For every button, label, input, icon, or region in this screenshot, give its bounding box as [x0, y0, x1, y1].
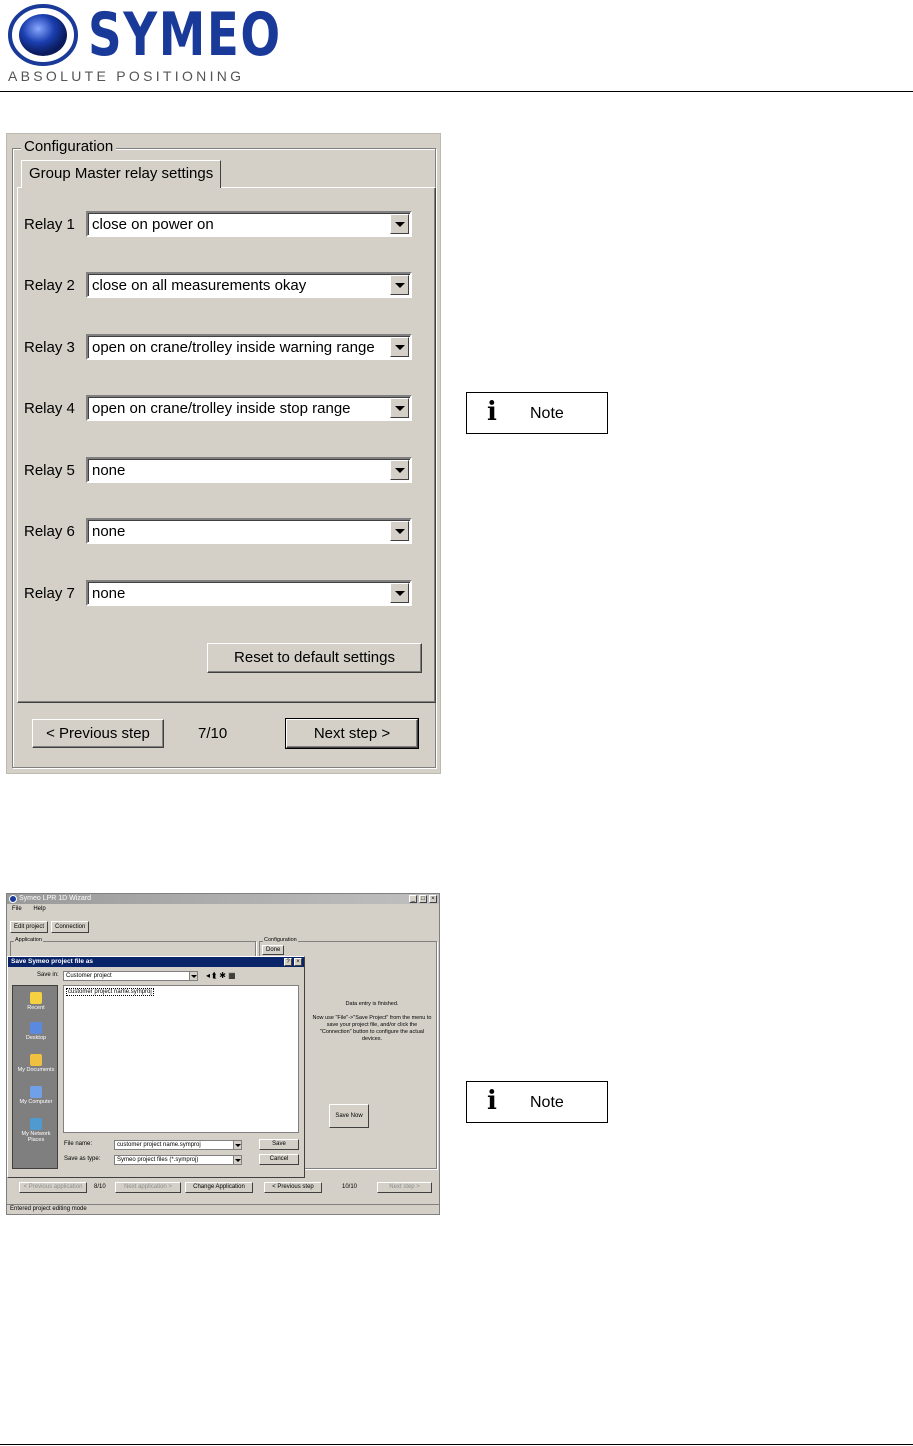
previous-step-button[interactable]: < Previous step — [32, 719, 164, 748]
recent-icon — [30, 992, 42, 1004]
place-computer-label: My Computer — [19, 1099, 53, 1105]
place-my-documents[interactable] — [13, 1054, 59, 1073]
window-title: Symeo LPR 1D Wizard — [19, 895, 91, 902]
file-item[interactable]: customer project name.symproj — [68, 989, 152, 995]
chevron-down-icon[interactable] — [390, 275, 409, 295]
help-icon[interactable]: ? — [284, 958, 292, 966]
relay-4-label: Relay 4 — [24, 400, 75, 417]
next-application-button[interactable]: Next application > — [115, 1182, 181, 1193]
logo-wordmark: SYMEO — [88, 0, 282, 70]
desktop-icon — [30, 1022, 42, 1034]
step-indicator: 7/10 — [198, 725, 228, 742]
cancel-button[interactable]: Cancel — [259, 1154, 299, 1165]
note-box — [466, 1081, 608, 1123]
nav-toolbar-icons[interactable]: ◂ ⮬ ✱ ▦ — [206, 971, 236, 980]
relay-5-value: none — [92, 462, 126, 479]
app-icon — [9, 895, 17, 903]
place-network[interactable] — [13, 1118, 59, 1143]
change-application-button[interactable]: Change Application — [185, 1182, 253, 1193]
relay-1-select[interactable] — [86, 211, 412, 237]
window-titlebar — [7, 894, 439, 904]
documents-icon — [30, 1054, 42, 1066]
info-instructions-text: Now use "File"->"Save Project" from the menu to save your project file, and/or click the "Connection" button to configure the actual devices. — [312, 1015, 432, 1042]
header-divider — [0, 91, 913, 92]
relay-6-select[interactable] — [86, 518, 412, 544]
relay-7-select[interactable] — [86, 580, 412, 606]
chevron-down-icon[interactable] — [390, 398, 409, 418]
save-dialog-title: Save Symeo project file as — [8, 957, 304, 967]
connection-button[interactable]: Connection — [51, 921, 89, 933]
info-icon: i — [487, 1086, 497, 1116]
configuration-group-title: Configuration — [21, 138, 116, 155]
menu-help[interactable]: Help — [33, 906, 46, 912]
close-icon[interactable]: × — [294, 958, 302, 966]
minimize-icon[interactable]: _ — [409, 895, 417, 903]
status-text: Entered project editing mode — [10, 1206, 87, 1212]
step-indicator: 10/10 — [342, 1184, 358, 1190]
relay-settings-panel — [17, 187, 436, 703]
footer-divider — [0, 1444, 913, 1445]
relay-5-label: Relay 5 — [24, 462, 75, 479]
place-my-computer[interactable] — [13, 1086, 59, 1105]
relay-7-value: none — [92, 585, 126, 602]
chevron-down-icon[interactable] — [390, 583, 409, 603]
save-type-value: Symeo project files (*.symproj) — [117, 1157, 199, 1163]
relay-4-select[interactable] — [86, 395, 412, 421]
file-name-input[interactable] — [114, 1140, 242, 1150]
save-type-select[interactable] — [114, 1155, 242, 1165]
edit-project-button[interactable]: Edit project — [10, 921, 48, 933]
chevron-down-icon[interactable] — [189, 972, 197, 980]
file-name-label: File name: — [64, 1141, 93, 1147]
file-name-value: customer project name.symproj — [117, 1142, 201, 1148]
relay-7-label: Relay 7 — [24, 585, 75, 602]
place-desktop-label: Desktop — [25, 1035, 47, 1041]
note-label: Note — [530, 1094, 564, 1111]
place-documents-label: My Documents — [17, 1067, 55, 1073]
next-step-button[interactable]: Next step > — [286, 719, 418, 748]
info-icon: i — [487, 397, 497, 427]
chevron-down-icon[interactable] — [390, 214, 409, 234]
computer-icon — [30, 1086, 42, 1098]
save-button[interactable]: Save — [259, 1139, 299, 1150]
info-finished-text: Data entry is finished. — [345, 1001, 399, 1007]
relay-3-value: open on crane/trolley inside warning range — [92, 339, 375, 356]
symeo-logo — [8, 0, 282, 84]
relay-4-value: open on crane/trolley inside stop range — [92, 400, 351, 417]
network-icon — [30, 1118, 42, 1130]
save-dialog — [7, 956, 305, 1178]
save-type-label: Save as type: — [64, 1156, 101, 1162]
relay-3-select[interactable] — [86, 334, 412, 360]
relay-2-select[interactable] — [86, 272, 412, 298]
save-project-screenshot — [6, 893, 440, 1215]
configuration-group-title: Configuration — [264, 937, 297, 943]
application-group-title: Application — [15, 937, 42, 943]
save-in-value: Customer project — [66, 973, 112, 979]
relay-2-value: close on all measurements okay — [92, 277, 307, 294]
relay-6-label: Relay 6 — [24, 523, 75, 540]
place-recent[interactable] — [13, 992, 59, 1011]
reset-default-button[interactable]: Reset to default settings — [207, 643, 422, 673]
save-in-select[interactable] — [63, 971, 198, 981]
file-list[interactable] — [63, 985, 299, 1133]
next-step-button[interactable]: Next step > — [377, 1182, 432, 1193]
note-label: Note — [530, 405, 564, 422]
relay-5-select[interactable] — [86, 457, 412, 483]
chevron-down-icon[interactable] — [390, 337, 409, 357]
chevron-down-icon[interactable] — [390, 521, 409, 541]
relay-3-label: Relay 3 — [24, 339, 75, 356]
relay-1-value: close on power on — [92, 216, 214, 233]
chevron-down-icon[interactable] — [390, 460, 409, 480]
maximize-icon[interactable]: □ — [419, 895, 427, 903]
place-recent-label: Recent — [27, 1005, 45, 1011]
relay-6-value: none — [92, 523, 126, 540]
place-desktop[interactable] — [13, 1022, 59, 1041]
previous-step-button[interactable]: < Previous step — [264, 1182, 322, 1193]
previous-application-button[interactable]: < Previous application — [19, 1182, 87, 1193]
relay-1-label: Relay 1 — [24, 216, 75, 233]
places-bar — [12, 985, 58, 1169]
tab-group-master-relay-settings[interactable]: Group Master relay settings — [21, 160, 221, 188]
place-network-label: My Network Places — [21, 1131, 51, 1143]
note-box — [466, 392, 608, 434]
chevron-down-icon[interactable] — [233, 1156, 241, 1164]
menu-bar — [7, 905, 51, 915]
menu-file[interactable]: File — [12, 906, 22, 912]
tab-done[interactable]: Done — [262, 945, 284, 955]
logo-tagline: ABSOLUTE POSITIONING — [8, 68, 245, 84]
save-now-button[interactable]: Save Now — [329, 1104, 369, 1128]
relay-settings-screenshot — [6, 133, 441, 774]
application-indicator: 8/10 — [94, 1184, 106, 1190]
save-in-label: Save in: — [37, 972, 59, 978]
close-icon[interactable]: × — [429, 895, 437, 903]
relay-2-label: Relay 2 — [24, 277, 75, 294]
status-bar — [7, 1204, 439, 1214]
chevron-down-icon[interactable] — [233, 1141, 241, 1149]
logo-sphere-icon — [8, 4, 78, 66]
